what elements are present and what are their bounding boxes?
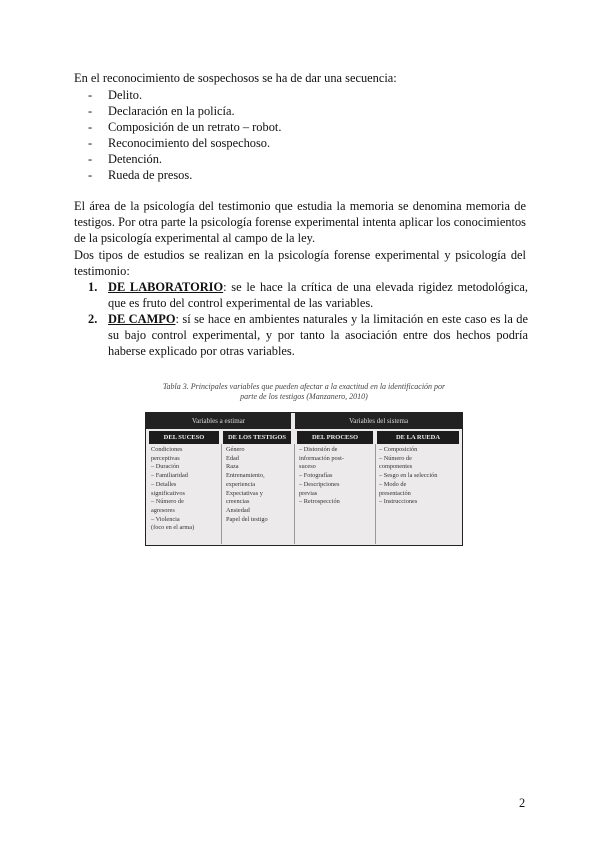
table-cell: agresores <box>151 506 175 514</box>
list-item: - Detención. <box>88 152 163 166</box>
table-cell: Raza <box>226 463 239 471</box>
group-header-estimator: Variables a estimar <box>146 413 291 429</box>
table-column-witnesses <box>226 446 268 524</box>
table-cell: componentes <box>379 463 413 471</box>
table-cell: Papel del testigo <box>226 515 268 523</box>
table-cell: Condiciones <box>151 446 183 453</box>
table-cell: – Composición <box>379 446 418 453</box>
column-divider <box>294 444 295 544</box>
table-cell: – Detalles <box>151 480 177 488</box>
paragraph-study-types: Dos tipos de estudios se realizan en la psicología forense experimental y psicología del testimonio: <box>74 248 526 278</box>
table-cell: previas <box>299 489 318 497</box>
study-type-field: 2. DE CAMPO: sí se hace en ambientes naturales y la limitación en este caso es la de su bajo control experimental, y por tanto la asociación entre dos hechos podría haberse explicado por otras variables. <box>88 312 528 358</box>
variables-table-figure <box>145 382 463 548</box>
table-cell: – Modo de <box>379 480 407 488</box>
study-type-laboratory: 1. DE LABORATORIO: se le hace la crítica de una elevada rigidez metodológica, que es fruto del control experimental de las variables. <box>88 280 528 310</box>
paragraph-testimony-psychology: El área de la psicología del testimonio que estudia la memoria se denomina memoria de testigos. Por otra parte la psicología forense experimental intenta aplicar los conocimientos de la psicología experimental al campo de la ley. <box>74 199 526 245</box>
sequence-list <box>88 87 281 183</box>
table-cell: Ansiedad <box>226 506 250 514</box>
table-cell: perceptivas <box>151 454 180 462</box>
table-cell: Expectativas y <box>226 489 263 497</box>
table-cell: – Número de <box>151 498 184 506</box>
table-cell: Edad <box>226 454 239 462</box>
table-cell: – Familiaridad <box>151 472 188 480</box>
table-cell: Entrenamiento, <box>226 472 265 480</box>
list-item: - Rueda de presos. <box>88 168 193 182</box>
column-header: DEL SUCESO <box>149 431 219 444</box>
table-cell: – Descripciones <box>299 480 340 488</box>
table-cell: – Retrospección <box>299 498 340 506</box>
table-cell: – Fotografías <box>299 472 333 480</box>
figure-caption: Tabla 3. Principales variables que pueden afectar a la exactitud en la identificación por parte de los testigos (Manzanero, 2010) <box>162 382 446 401</box>
table-cell: presentación <box>379 489 411 497</box>
list-item: - Reconocimiento del sospechoso. <box>88 136 271 150</box>
table-cell: – Violencia <box>151 515 180 523</box>
column-header: DE LOS TESTIGOS <box>223 431 291 444</box>
table-cell: – Sesgo en la selección <box>379 472 438 480</box>
table-column-event <box>151 446 194 533</box>
table-cell: – Distorsión de <box>299 446 338 453</box>
table-cell: suceso <box>299 463 316 471</box>
column-divider <box>375 444 376 544</box>
table-column-lineup <box>379 446 437 507</box>
group-header-system: Variables del sistema <box>295 413 462 429</box>
table-cell: (foco en el arma) <box>151 524 195 532</box>
page-number: 2 <box>519 796 526 810</box>
table-cell: – Duración <box>151 463 180 471</box>
study-types-list <box>88 279 528 359</box>
table-cell: experiencia <box>226 480 256 488</box>
table-cell: – Instrucciones <box>379 498 418 506</box>
table-cell: – Número de <box>379 454 412 462</box>
column-header: DE LA RUEDA <box>377 431 459 444</box>
column-header: DEL PROCESO <box>297 431 373 444</box>
intro-text: En el reconocimiento de sospechosos se ha de dar una secuencia: <box>74 71 397 85</box>
list-item: - Composición de un retrato – robot. <box>88 120 282 134</box>
table-cell: creencias <box>226 498 250 506</box>
column-divider <box>221 444 222 544</box>
list-item: - Delito. <box>88 88 143 102</box>
table-column-process <box>299 446 344 507</box>
table-cell: información post- <box>299 454 344 462</box>
variables-table <box>145 412 463 546</box>
list-item: - Declaración en la policía. <box>88 104 235 118</box>
table-cell: Género <box>226 446 245 453</box>
table-cell: significativos <box>151 489 185 497</box>
